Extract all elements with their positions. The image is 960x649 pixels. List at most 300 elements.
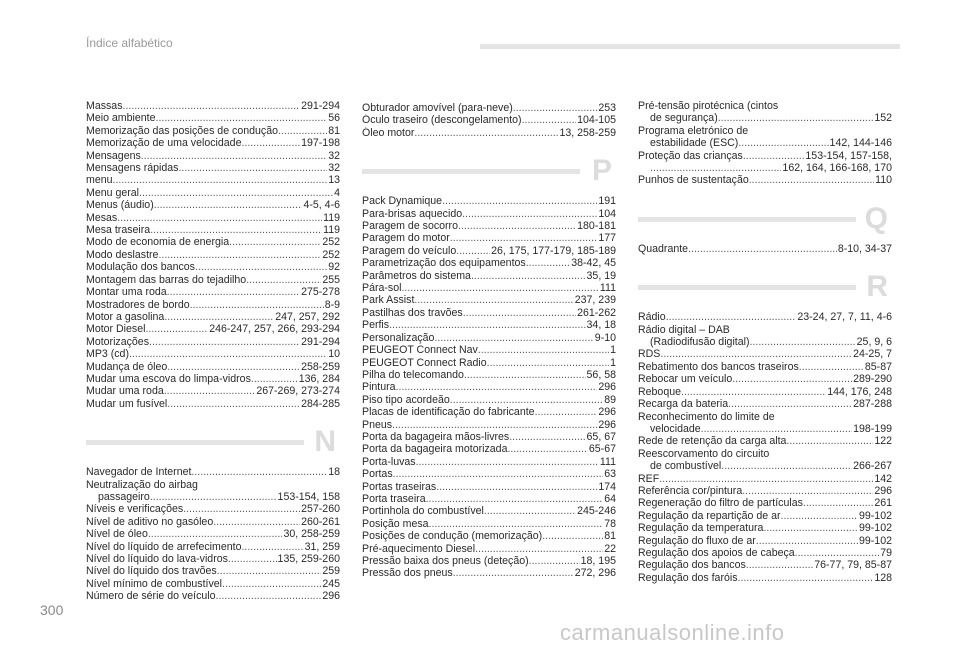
- index-entry: [362, 505, 616, 517]
- index-entry: [86, 373, 340, 385]
- index-entry: [86, 249, 340, 261]
- entry-pages: 32: [328, 162, 340, 175]
- entry-pages: 245: [322, 577, 340, 590]
- entry-term: PEUGEOT Connect Radio: [362, 356, 487, 369]
- index-entry: [638, 547, 892, 559]
- entry-term: Porta da bagageira mãos-livres: [362, 430, 510, 443]
- entry-pages: 122: [874, 435, 892, 448]
- dot-leader: [738, 572, 874, 584]
- entry-pages: 25, 9, 6: [856, 336, 892, 349]
- dot-leader: [241, 541, 303, 553]
- index-entry: [86, 311, 340, 323]
- index-entry: [638, 150, 892, 162]
- dot-leader: [803, 497, 873, 509]
- entry-pages: 296: [598, 418, 616, 431]
- index-entry: [362, 127, 616, 139]
- entry-term: Portas: [362, 468, 393, 481]
- entry-pages: 296: [322, 590, 340, 603]
- dot-leader: [389, 319, 585, 331]
- entry-pages: 162, 164, 166-168, 170: [782, 162, 892, 175]
- index-entry: [86, 125, 340, 137]
- entry-term: Memorização das posições de condução: [86, 124, 278, 137]
- entry-pages: 99-102: [859, 522, 892, 535]
- dot-leader: [738, 137, 828, 149]
- index-entry: [362, 456, 616, 468]
- entry-term: Quadrante: [638, 242, 689, 255]
- dot-leader: [190, 299, 324, 311]
- index-entry: [638, 535, 892, 547]
- dot-leader: [414, 294, 573, 306]
- entry-pages: 99-102: [859, 509, 892, 522]
- entry-pages: 65-67: [588, 443, 616, 456]
- index-entry: [362, 543, 616, 555]
- entry-pages: 4-5, 4-6: [303, 199, 340, 212]
- section-letter: R: [866, 270, 888, 304]
- dot-leader: [117, 212, 322, 224]
- entry-pages: 8-10, 34-37: [837, 242, 892, 255]
- index-entry-lead: Reescorvamento do circuito: [638, 447, 770, 460]
- dot-leader: [763, 522, 858, 534]
- entry-term: velocidade: [650, 422, 701, 435]
- section-rule: [638, 285, 856, 290]
- entry-term: PEUGEOT Connect Nav: [362, 344, 478, 357]
- entry-pages: 253: [598, 102, 616, 114]
- dot-leader: [507, 443, 587, 455]
- entry-term: Nível do líquido de arrefecimento: [86, 540, 242, 553]
- index-entry: [362, 245, 616, 257]
- index-entry: [86, 578, 340, 590]
- index-entry: [86, 286, 340, 298]
- dot-leader: [222, 578, 321, 590]
- index-entry-continuation: [638, 137, 892, 149]
- index-entry: [362, 394, 616, 406]
- index-entry: [86, 466, 340, 478]
- dot-leader: [436, 481, 597, 493]
- entry-term: Regulação do fluxo de ar: [638, 534, 756, 547]
- entry-term: Motor a gasolina: [86, 310, 165, 323]
- index-entry: [362, 270, 616, 282]
- index-entry: [86, 336, 340, 348]
- entry-term: Modo de economia de energia: [86, 236, 230, 249]
- entry-pages: 35, 19: [586, 269, 616, 282]
- dot-leader: [158, 249, 321, 261]
- index-entry: [362, 406, 616, 418]
- entry-term: Rebatimento dos bancos traseiros: [638, 360, 799, 373]
- index-entry: [362, 567, 616, 579]
- index-entry: [86, 541, 340, 553]
- entry-term: Porta da bagageira motorizada: [362, 443, 508, 456]
- entry-pages: 198-199: [853, 422, 892, 435]
- entry-pages: 18, 195: [580, 555, 616, 567]
- dot-leader: [732, 373, 852, 385]
- dot-leader: [139, 187, 333, 199]
- index-entry-lead: Reconhecimento do limite de: [638, 410, 775, 423]
- dot-leader: [746, 559, 813, 571]
- entry-term: Montagem das barras do tejadilho: [86, 273, 247, 286]
- dot-leader: [475, 543, 603, 555]
- entry-term: menu: [86, 174, 113, 187]
- entry-pages: 174: [598, 480, 616, 493]
- section-header: [638, 195, 892, 241]
- entry-term: Obturador amovível (para-neve): [362, 102, 513, 114]
- index-entry: [362, 431, 616, 443]
- section-letter: P: [591, 154, 612, 188]
- entry-pages: 296: [598, 381, 616, 394]
- entry-pages: 259: [322, 565, 340, 578]
- dot-leader: [213, 516, 300, 528]
- dot-leader: [191, 466, 327, 478]
- dot-leader: [462, 208, 597, 220]
- entry-term: Paragem de socorro: [362, 220, 458, 233]
- dot-leader: [183, 503, 300, 515]
- index-entry: [362, 220, 616, 232]
- entry-pages: 267-269, 273-274: [256, 385, 340, 398]
- entry-pages: 56, 58: [586, 368, 616, 381]
- dot-leader: [392, 419, 597, 431]
- index-entry: [638, 473, 892, 485]
- index-entry: [86, 274, 340, 286]
- index-entry: [86, 398, 340, 410]
- section-rule: [86, 440, 304, 445]
- index-entry: [362, 208, 616, 220]
- entry-term: Porta traseira: [362, 492, 426, 505]
- dot-leader: [464, 369, 586, 381]
- dot-leader: [718, 112, 874, 124]
- entry-pages: 18: [328, 466, 340, 479]
- dot-leader: [401, 282, 598, 294]
- entry-term: Pastilhas dos travões: [362, 306, 463, 319]
- dot-leader: [542, 530, 603, 542]
- entry-pages: 142, 144-146: [829, 137, 892, 150]
- dot-leader: [471, 270, 586, 282]
- index-entry: [638, 510, 892, 522]
- dot-leader: [529, 555, 580, 567]
- dot-leader: [688, 243, 837, 255]
- entry-pages: 180-181: [577, 220, 616, 233]
- entry-pages: 78: [604, 517, 616, 530]
- section-rule: [638, 217, 856, 222]
- entry-term: passageiro: [98, 490, 150, 503]
- index-entry: [86, 236, 340, 248]
- index-entry: [638, 522, 892, 534]
- dot-leader: [426, 493, 604, 505]
- dot-leader: [721, 460, 852, 472]
- index-column-1: [86, 100, 340, 603]
- entry-pages: 92: [328, 261, 340, 274]
- entry-term: Piso tipo acordeão: [362, 393, 450, 406]
- entry-pages: 135, 259-260: [277, 553, 340, 565]
- entry-pages: 38-42, 45: [571, 257, 616, 270]
- dot-leader: [228, 553, 277, 565]
- index-entry: [362, 319, 616, 331]
- entry-term: Motorizações: [86, 335, 149, 348]
- entry-pages: 128: [874, 571, 892, 584]
- entry-pages: 260-261: [301, 515, 340, 528]
- index-entry: [86, 150, 340, 162]
- entry-pages: 266-267: [853, 460, 892, 473]
- dot-leader: [463, 307, 576, 319]
- dot-leader: [701, 423, 852, 435]
- index-entry: [362, 518, 616, 530]
- entry-term: Personalização: [362, 331, 435, 344]
- dot-leader: [229, 236, 321, 248]
- entry-term: Nível do líquido dos travões: [86, 565, 217, 578]
- entry-pages: 284-285: [301, 397, 340, 410]
- index-entry: [638, 398, 892, 410]
- dot-leader: [393, 468, 604, 480]
- dot-leader: [278, 125, 327, 137]
- entry-pages: 104: [598, 207, 616, 220]
- dot-leader: [164, 311, 274, 323]
- dot-leader: [416, 456, 599, 468]
- index-entry: [86, 174, 340, 186]
- index-entry-continuation: [86, 491, 340, 503]
- dot-leader: [150, 224, 322, 236]
- dot-leader: [513, 102, 598, 114]
- entry-pages: 110: [875, 174, 892, 187]
- entry-term: Montar uma roda: [86, 286, 167, 299]
- entry-term: Regulação da temperatura: [638, 522, 764, 535]
- dot-leader: [148, 528, 283, 540]
- section-header: [86, 418, 340, 464]
- dot-leader: [749, 174, 874, 186]
- dot-leader: [795, 547, 880, 559]
- entry-pages: 237, 239: [574, 294, 616, 307]
- entry-pages: 289-290: [853, 373, 892, 386]
- index-entry: [638, 485, 892, 497]
- entry-pages: 272, 296: [574, 567, 616, 580]
- entry-pages: 257-260: [301, 503, 340, 516]
- entry-pages: 26, 175, 177-179, 185-189: [491, 244, 616, 257]
- entry-term: Mensagens rápidas: [86, 162, 179, 175]
- entry-pages: 153-154, 157-158,: [805, 149, 892, 162]
- section-header: [362, 147, 616, 193]
- index-entry: [86, 224, 340, 236]
- entry-pages: 247, 257, 292: [275, 310, 340, 323]
- dot-leader: [535, 406, 598, 418]
- index-entry: [362, 195, 616, 207]
- index-entry-continuation: [638, 423, 892, 435]
- entry-term: Menu geral: [86, 186, 139, 199]
- entry-pages: 296: [598, 406, 616, 419]
- entry-term: Regulação da repartição de ar: [638, 509, 781, 522]
- entry-pages: 4: [334, 186, 340, 199]
- entry-term: Regulação dos faróis: [638, 571, 738, 584]
- index-entry: [86, 212, 340, 224]
- entry-term: Pára-sol: [362, 282, 402, 295]
- entry-pages: 119: [323, 224, 340, 237]
- index-entry: [86, 385, 340, 397]
- entry-pages: 13: [328, 174, 340, 187]
- index-entry: [86, 100, 340, 112]
- entry-pages: 152: [874, 112, 892, 125]
- entry-pages: 191: [598, 195, 616, 208]
- dot-leader: [396, 381, 598, 393]
- index-entry: [362, 357, 616, 369]
- index-entry: [638, 497, 892, 509]
- entry-term: Massas: [86, 100, 123, 112]
- entry-pages: 1: [610, 344, 616, 357]
- section-letter: Q: [864, 201, 888, 235]
- index-entry: [86, 348, 340, 360]
- dot-leader: [509, 431, 585, 443]
- entry-term: Referência cor/pintura: [638, 484, 743, 497]
- index-entry: [638, 572, 892, 584]
- index-entry-continuation: [638, 460, 892, 472]
- entry-pages: 13, 258-259: [559, 126, 616, 139]
- entry-pages: 245-246: [577, 505, 616, 518]
- index-entry: [86, 565, 340, 577]
- entry-pages: 258-259: [301, 360, 340, 373]
- entry-term: Mudar uma roda: [86, 385, 164, 398]
- dot-leader: [526, 257, 571, 269]
- entry-term: Park Assist: [362, 294, 415, 307]
- entry-term: Rebocar um veículo: [638, 373, 733, 386]
- entry-term: Mudar um fusível: [86, 397, 168, 410]
- entry-term: Porta-luvas: [362, 455, 416, 468]
- dot-leader: [756, 535, 858, 547]
- index-entry: [362, 555, 616, 567]
- dot-leader: [217, 565, 322, 577]
- index-entry: [362, 102, 616, 114]
- section-rule: [362, 169, 580, 174]
- entry-term: Número de série do veículo: [86, 590, 216, 603]
- index-entry: [362, 419, 616, 431]
- entry-pages: 1: [610, 356, 616, 369]
- entry-pages: 255: [322, 273, 340, 286]
- index-entry: [362, 530, 616, 542]
- dot-leader: [156, 112, 328, 124]
- entry-term: Pack Dynamique: [362, 195, 443, 208]
- entry-term: Nível de óleo: [86, 528, 148, 541]
- index-entry: [638, 373, 892, 385]
- entry-pages: 291-294: [301, 100, 340, 112]
- entry-pages: 136, 284: [298, 372, 340, 385]
- entry-pages: 30, 258-259: [283, 528, 340, 541]
- index-column-3: [638, 100, 892, 584]
- index-entry: [362, 307, 616, 319]
- section-header: [638, 263, 892, 309]
- dot-leader: [246, 274, 321, 286]
- entry-pages: 79: [880, 546, 892, 559]
- index-entry: [86, 323, 340, 335]
- index-entry: [362, 257, 616, 269]
- entry-term: Reboque: [638, 385, 682, 398]
- entry-pages: 296: [874, 484, 892, 497]
- entry-pages: 142: [874, 472, 892, 485]
- index-entry: [86, 199, 340, 211]
- index-entry: [86, 528, 340, 540]
- entry-term: Mensagens: [86, 149, 141, 162]
- dot-leader: [522, 114, 577, 126]
- index-entry: [638, 559, 892, 571]
- dot-leader: [123, 100, 301, 112]
- entry-term: (Radiodifusão digital): [650, 336, 750, 349]
- dot-leader: [154, 199, 303, 211]
- dot-leader: [799, 361, 864, 373]
- index-entry-continuation: [638, 112, 892, 124]
- index-entry-lead: Neutralização do airbag: [86, 478, 198, 491]
- entry-pages: 197-198: [301, 137, 340, 150]
- entry-term: Posições de condução (memorização): [362, 530, 543, 543]
- entry-term: Proteção das crianças: [638, 149, 743, 162]
- dot-leader: [484, 505, 576, 517]
- entry-pages: 10: [328, 348, 340, 361]
- entry-pages: 22: [604, 542, 616, 555]
- dot-leader: [650, 162, 781, 174]
- entry-pages: 153-154, 158: [277, 490, 340, 503]
- dot-leader: [141, 150, 327, 162]
- dot-leader: [216, 590, 322, 602]
- index-entry: [86, 137, 340, 149]
- entry-term: Óleo motor: [362, 126, 415, 139]
- index-entry: [638, 361, 892, 373]
- index-entry: [638, 386, 892, 398]
- dot-leader: [251, 373, 298, 385]
- index-entry-continuation: [638, 336, 892, 348]
- entry-term: Meio ambiente: [86, 112, 156, 125]
- entry-pages: 85-87: [864, 360, 892, 373]
- entry-term: Punhos de sustentação: [638, 174, 749, 187]
- entry-term: Menus (áudio): [86, 199, 154, 212]
- entry-pages: 246-247, 257, 266, 293-294: [209, 323, 340, 336]
- entry-term: Posição mesa: [362, 517, 429, 530]
- entry-term: Nível mínimo de combustível: [86, 577, 223, 590]
- entry-pages: 291-294: [301, 335, 340, 348]
- index-entry: [86, 162, 340, 174]
- index-entry: [86, 503, 340, 515]
- index-entry: [362, 332, 616, 344]
- entry-term: Mudar uma escova do limpa-vidros: [86, 372, 251, 385]
- index-entry: [638, 243, 892, 255]
- dot-leader: [453, 567, 574, 579]
- entry-pages: 177: [598, 232, 616, 245]
- dot-leader: [458, 220, 576, 232]
- index-entry: [86, 261, 340, 273]
- entry-term: Regeneração do filtro de partículas: [638, 497, 803, 510]
- index-entry: [362, 294, 616, 306]
- dot-leader: [781, 510, 858, 522]
- index-entry-lead: Programa eletrónico de: [638, 124, 749, 137]
- entry-term: Pilha do telecomando: [362, 368, 464, 381]
- entry-term: Pré-aquecimento Diesel: [362, 542, 476, 555]
- index-entry-lead: Pré-tensão pirotécnica (cintos: [638, 100, 779, 112]
- dot-leader: [442, 195, 597, 207]
- entry-pages: 63: [604, 468, 616, 481]
- entry-term: Mesa traseira: [86, 224, 151, 237]
- entry-pages: 32: [328, 149, 340, 162]
- index-entry-lead: Rádio digital – DAB: [638, 323, 730, 336]
- entry-pages: 81: [604, 530, 616, 543]
- entry-term: de segurança): [650, 112, 718, 125]
- entry-term: Paragem do veículo: [362, 244, 457, 257]
- entry-term: Perfis: [362, 319, 390, 332]
- index-entry: [362, 381, 616, 393]
- entry-term: Nível de aditivo no gasóleo: [86, 515, 214, 528]
- dot-leader: [456, 245, 490, 257]
- entry-term: Rede de retenção da carga alta: [638, 435, 787, 448]
- entry-term: Placas de identificação do fabricante: [362, 406, 535, 419]
- index-entry: [86, 299, 340, 311]
- entry-term: Nível do líquido do lava-vidros: [86, 553, 228, 565]
- dot-leader: [145, 323, 208, 335]
- index-entry: [86, 112, 340, 124]
- dot-leader: [659, 473, 873, 485]
- entry-term: Parâmetros do sistema: [362, 269, 471, 282]
- entry-term: Pressão dos pneus: [362, 567, 453, 580]
- index-entry: [86, 361, 340, 373]
- entry-term: Portas traseiras: [362, 480, 437, 493]
